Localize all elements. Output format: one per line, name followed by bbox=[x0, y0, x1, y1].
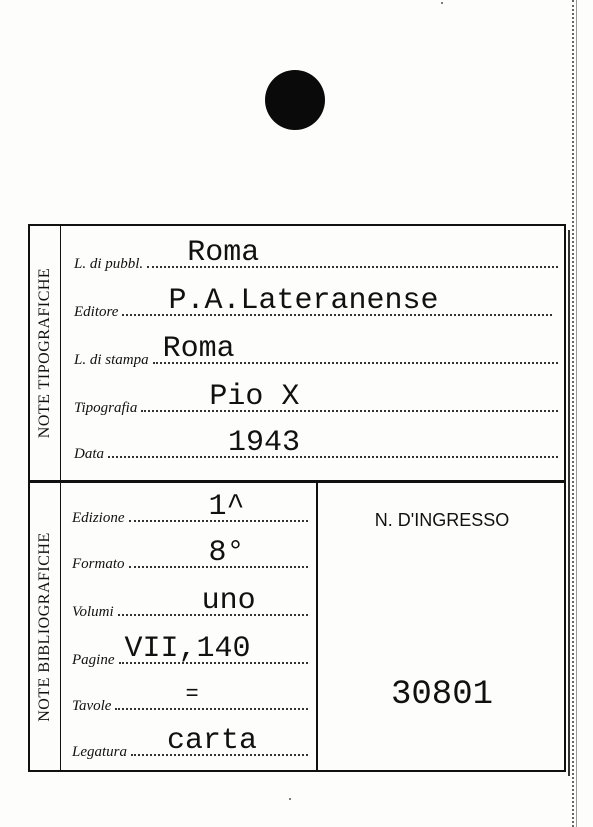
field-value: 1^ bbox=[208, 490, 245, 524]
dotted-fill bbox=[129, 536, 309, 570]
field-row-pagine bbox=[72, 632, 308, 669]
dotted-fill bbox=[119, 632, 309, 666]
field-row-volumi bbox=[72, 584, 308, 621]
section-title: NOTE BIBLIOGRAFICHE bbox=[36, 531, 53, 722]
field-label: L. di stampa bbox=[74, 352, 149, 368]
dotted-fill bbox=[147, 236, 558, 270]
field-label: Editore bbox=[74, 304, 119, 320]
field-value: Roma bbox=[187, 236, 260, 270]
ingresso-number: 30801 bbox=[390, 676, 494, 714]
field-value: VII,140 bbox=[124, 632, 251, 666]
field-value: carta bbox=[167, 724, 258, 758]
margin-dotted-line bbox=[572, 0, 574, 827]
field-label: Data bbox=[74, 446, 104, 462]
field-row-tavole bbox=[72, 682, 308, 715]
dotted-fill bbox=[108, 426, 558, 460]
section-title: NOTE TIPOGRAFICHE bbox=[36, 267, 53, 439]
field-value: uno bbox=[201, 584, 256, 618]
field-row-legatura bbox=[72, 724, 308, 761]
field-value: = bbox=[185, 682, 199, 707]
dotted-fill bbox=[141, 380, 558, 414]
field-label: Pagine bbox=[72, 652, 115, 668]
field-value: 1943 bbox=[228, 426, 301, 460]
field-row-edizione bbox=[72, 490, 308, 527]
field-row-data bbox=[74, 426, 558, 463]
field-row-luogo-stampa bbox=[74, 332, 558, 369]
field-row-editore bbox=[74, 284, 552, 321]
field-label: Formato bbox=[72, 556, 125, 572]
section-divider bbox=[30, 480, 564, 483]
field-label: Edizione bbox=[72, 510, 125, 526]
field-label: Tavole bbox=[72, 698, 112, 714]
punch-hole bbox=[265, 70, 325, 130]
catalog-card bbox=[28, 224, 566, 772]
dotted-fill bbox=[118, 584, 308, 618]
field-row-formato bbox=[72, 536, 308, 573]
field-value: Roma bbox=[162, 332, 235, 366]
field-value: Pio X bbox=[209, 380, 300, 414]
dotted-fill bbox=[122, 284, 552, 318]
ingresso-title: N. D'INGRESSO bbox=[374, 510, 510, 530]
margin-edge-line bbox=[576, 0, 577, 827]
column-divider bbox=[316, 483, 318, 770]
section-label-bibliografiche bbox=[30, 483, 61, 770]
section-label-tipografiche bbox=[30, 226, 61, 480]
field-value: 8° bbox=[208, 536, 245, 570]
field-label: Tipografia bbox=[74, 400, 138, 416]
dotted-fill bbox=[131, 724, 308, 758]
speck bbox=[441, 2, 443, 4]
dotted-fill bbox=[129, 490, 309, 524]
dotted-fill bbox=[115, 682, 308, 710]
dotted-fill bbox=[153, 332, 558, 366]
field-label: Volumi bbox=[72, 604, 114, 620]
field-label: Legatura bbox=[72, 744, 128, 760]
field-row-luogo-pubblicazione bbox=[74, 236, 558, 273]
field-value: P.A.Lateranense bbox=[168, 284, 439, 318]
speck bbox=[289, 798, 291, 800]
field-row-tipografia bbox=[74, 380, 558, 417]
field-label: L. di pubbl. bbox=[74, 256, 144, 272]
